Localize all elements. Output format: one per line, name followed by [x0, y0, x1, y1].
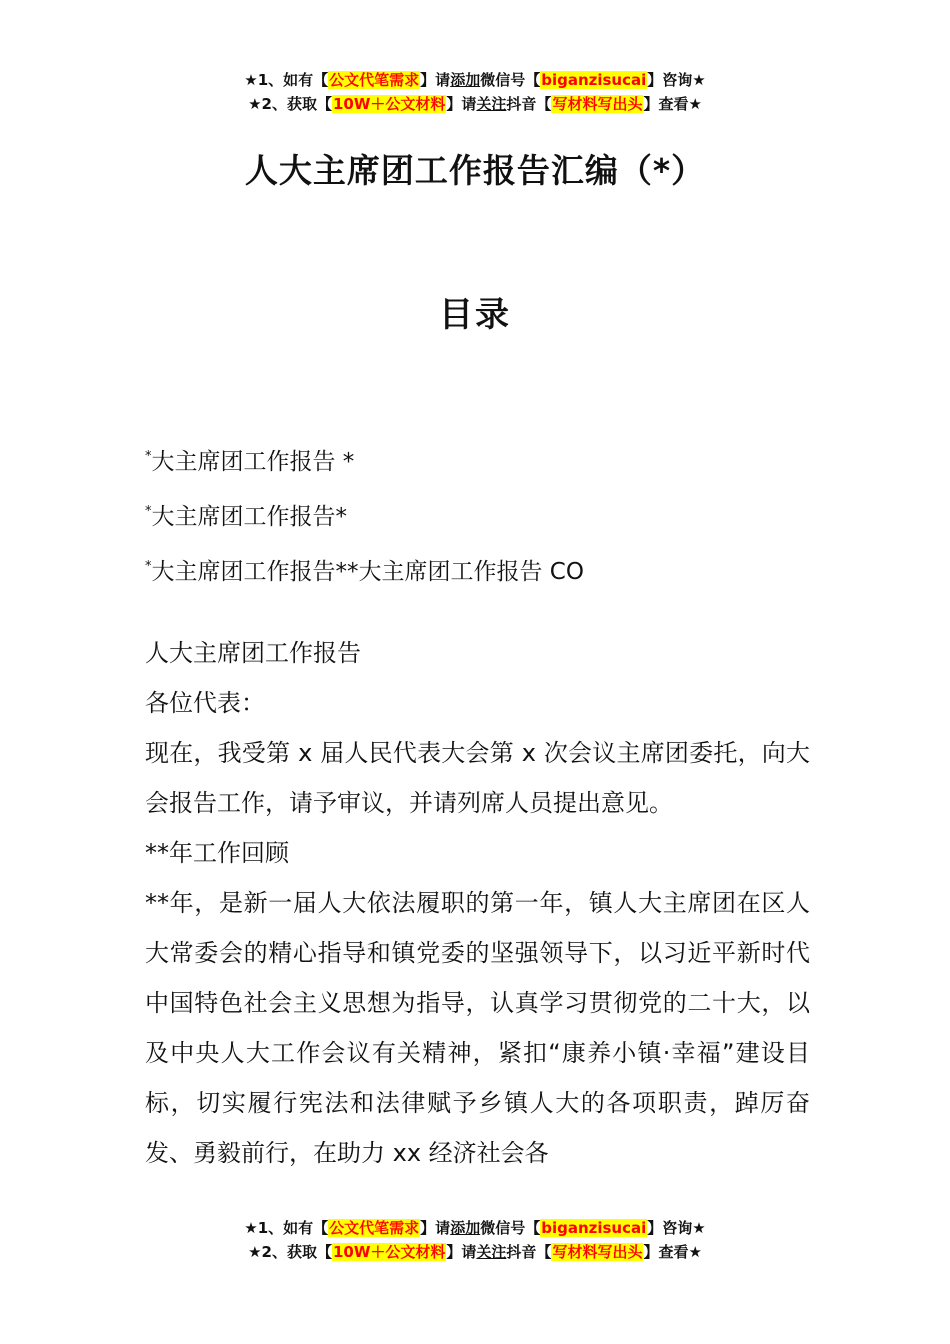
toc-heading: 目录 [439, 295, 511, 335]
banner-text: 微信号【 [480, 71, 541, 89]
greeting: 各位代表： [145, 689, 265, 717]
banner-line-2 [0, 92, 950, 116]
subheading: **年工作回顾 [145, 839, 289, 867]
toc-marker: * [145, 449, 152, 464]
banner-text: 抖音【 [506, 95, 552, 113]
banner-underlined: 添加 [450, 71, 481, 89]
toc-item-text: 大主席团工作报告* [151, 504, 347, 530]
banner-text: 】请 [446, 1243, 477, 1261]
paragraph: 现在，我受第 x 届人民代表大会第 x 次会议主席团委托，向大会报告工作，请予审议，并请列席人员提出意见。 [145, 739, 810, 817]
toc-marker: * [145, 559, 152, 574]
banner-text: 抖音【 [506, 1243, 552, 1261]
banner-text: ★1、如有【 [244, 71, 329, 89]
toc-item-text: 大主席团工作报告 * [151, 449, 355, 475]
banner-text: 】咨询★ [647, 71, 706, 89]
banner-highlight: 10W＋公文材料 [332, 1243, 446, 1261]
banner-text: 】查看★ [643, 1243, 702, 1261]
banner-text: 】请 [420, 1219, 451, 1237]
toc-item-text: 大主席团工作报告**大主席团工作报告 CO [151, 559, 584, 585]
banner-text: 】请 [420, 71, 451, 89]
document-title: 人大主席团工作报告汇编（*） [244, 151, 706, 190]
banner-text: ★1、如有【 [244, 1219, 329, 1237]
banner-highlight: 公文代笔需求 [329, 1219, 420, 1237]
banner-line-1 [0, 68, 950, 92]
banner-text: ★2、获取【 [248, 95, 332, 113]
banner-highlight: 公文代笔需求 [329, 71, 420, 89]
banner-line-1 [0, 1216, 950, 1240]
banner-text: ★2、获取【 [248, 1243, 332, 1261]
table-of-contents [145, 432, 825, 597]
toc-marker: * [145, 504, 152, 519]
banner-highlight: 10W＋公文材料 [332, 95, 446, 113]
toc-item[interactable] [145, 542, 825, 597]
banner-text: 】查看★ [643, 95, 702, 113]
paragraph: **年，是新一届人大依法履职的第一年，镇人大主席团在区人大常委会的精心指导和镇党委的坚强领导下，以习近平新时代中国特色社会主义思想为指导，认真学习贯彻党的二十大，以及中央人大工作会议有关精神，紧扣“康养小镇·幸福”建设目标，切实履行宪法和法律赋予乡镇人大的各项职责，踔厉奋发、勇毅前行，在助力 xx 经济社会各 [145, 889, 810, 1167]
banner-line-2 [0, 1240, 950, 1264]
banner-douyin-id: 写材料写出头 [552, 95, 643, 113]
banner-underlined: 关注 [476, 1243, 507, 1261]
toc-item[interactable] [145, 432, 825, 487]
footer-banner [0, 1216, 950, 1264]
banner-douyin-id: 写材料写出头 [552, 1243, 643, 1261]
banner-underlined: 添加 [450, 1219, 481, 1237]
banner-text: 】请 [446, 95, 477, 113]
section-title: 人大主席团工作报告 [145, 639, 361, 667]
banner-text: 微信号【 [480, 1219, 541, 1237]
banner-wechat-id: biganzisucai [541, 1219, 647, 1237]
banner-wechat-id: biganzisucai [541, 71, 647, 89]
header-banner [0, 68, 950, 116]
report-body [145, 628, 810, 1178]
banner-text: 】咨询★ [647, 1219, 706, 1237]
banner-underlined: 关注 [476, 95, 507, 113]
toc-item[interactable] [145, 487, 825, 542]
